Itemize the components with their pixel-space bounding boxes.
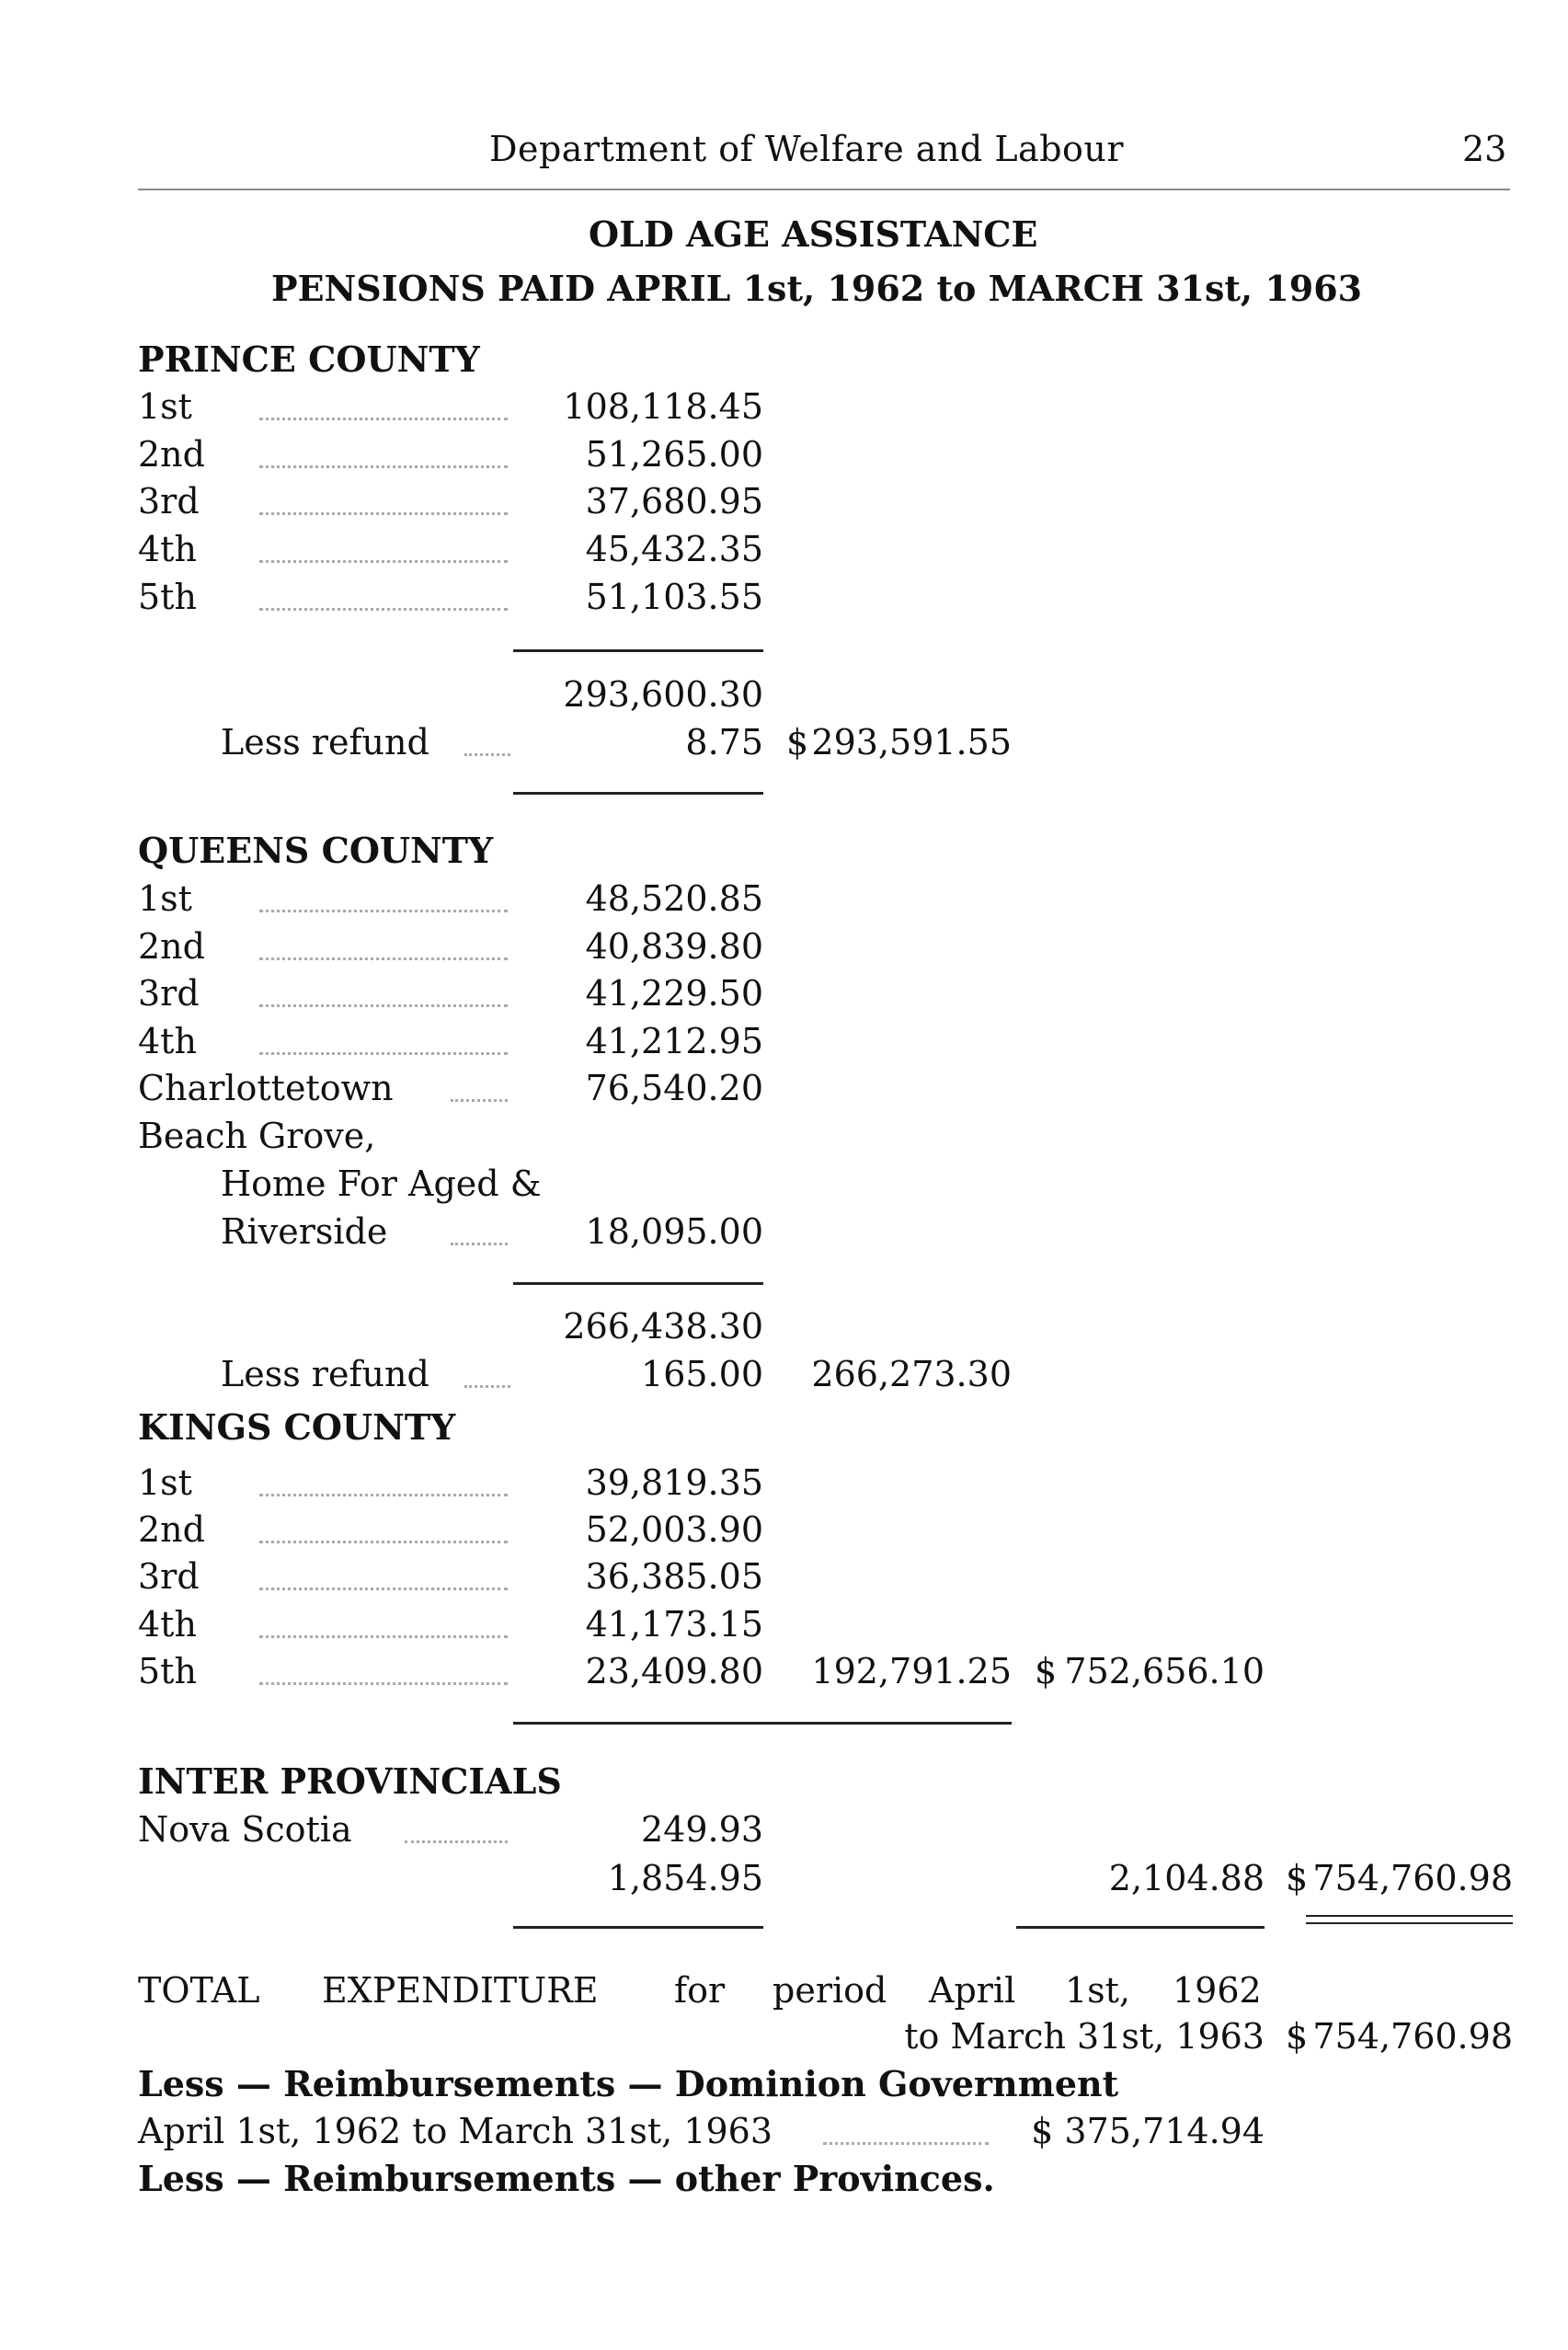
section-rule xyxy=(513,792,763,795)
reimbursement-provinces-heading: Less — Reimbursements — other Provinces. xyxy=(138,2158,995,2199)
row-amount: 76,540.20 xyxy=(585,1068,763,1108)
row-label: 5th xyxy=(138,1651,197,1691)
row-amount: 51,103.55 xyxy=(585,577,763,617)
leader-dots xyxy=(259,957,508,960)
reimbursement-dominion-heading: Less — Reimbursements — Dominion Government xyxy=(138,2063,1119,2104)
row-label: 2nd xyxy=(138,926,205,967)
leader-dots xyxy=(259,1052,508,1055)
row-amount: 41,212.95 xyxy=(585,1021,763,1061)
leader-dots xyxy=(259,465,508,468)
summary-period-end: to March 31st, 1963 xyxy=(904,2016,1265,2057)
summary-word: period xyxy=(773,1970,887,2011)
inter-net: 2,104.88 xyxy=(1108,1858,1265,1898)
summary-word: TOTAL xyxy=(138,1970,260,2011)
row-amount: 40,839.80 xyxy=(585,926,763,967)
inter-heading: INTER PROVINCIALS xyxy=(138,1760,562,1802)
leader-dots xyxy=(259,608,508,611)
row-label: 3rd xyxy=(138,973,200,1014)
row-label: 4th xyxy=(138,529,197,569)
page-number: 23 xyxy=(1462,129,1507,169)
row-label: 1st xyxy=(138,386,192,427)
row-label: 3rd xyxy=(138,1556,200,1597)
leader-dots xyxy=(259,1588,508,1590)
row-amount: 23,409.80 xyxy=(585,1651,763,1691)
reimbursement-amount: $ 375,714.94 xyxy=(1031,2111,1265,2151)
row-amount: 36,385.05 xyxy=(585,1556,763,1597)
dollar-sign: $ xyxy=(1286,2016,1309,2057)
row-label: 4th xyxy=(138,1604,197,1645)
dollar-sign: $ xyxy=(1286,1858,1309,1898)
row-amount: 51,265.00 xyxy=(585,434,763,475)
subtotal-rule xyxy=(513,649,763,652)
leader-dots xyxy=(259,1004,508,1007)
leader-dots xyxy=(259,1682,508,1685)
prince-heading: PRINCE COUNTY xyxy=(138,338,480,380)
row-amount: 41,229.50 xyxy=(585,973,763,1014)
counties-total: 752,656.10 xyxy=(1064,1651,1265,1691)
row-label: 4th xyxy=(138,1021,197,1061)
summary-word: April xyxy=(929,1970,1016,2011)
reimbursement-period: April 1st, 1962 to March 31st, 1963 xyxy=(138,2111,773,2151)
dollar-sign: $ xyxy=(786,722,809,762)
row-label: 3rd xyxy=(138,481,200,522)
queens-net: 266,273.30 xyxy=(811,1354,1012,1394)
leader-dots xyxy=(259,1635,508,1638)
summary-total: 754,760.98 xyxy=(1312,2016,1513,2057)
nova-scotia-amount-1: 249.93 xyxy=(641,1809,763,1850)
running-title: Department of Welfare and Labour xyxy=(489,129,1125,169)
title-line-1: OLD AGE ASSISTANCE xyxy=(589,213,1038,255)
double-rule-top xyxy=(1306,1915,1513,1917)
row-label: Charlottetown xyxy=(138,1068,394,1108)
prince-refund-label: Less refund xyxy=(221,722,429,762)
row-label: 2nd xyxy=(138,434,205,475)
beach-grove-line-1: Beach Grove, xyxy=(138,1116,376,1156)
queens-refund: 165.00 xyxy=(641,1354,763,1394)
summary-word: 1962 xyxy=(1173,1970,1262,2011)
prince-refund: 8.75 xyxy=(685,722,763,762)
beach-grove-amount: 18,095.00 xyxy=(585,1211,763,1252)
total-rule xyxy=(1016,1926,1265,1929)
leader-dots xyxy=(259,1494,508,1496)
leader-dots xyxy=(259,910,508,912)
row-label: 1st xyxy=(138,878,192,919)
title-line-2: PENSIONS PAID APRIL 1st, 1962 to MARCH 31st, 1963 xyxy=(271,268,1363,309)
summary-word: 1st, xyxy=(1065,1970,1131,2011)
queens-subtotal: 266,438.30 xyxy=(563,1306,763,1347)
leader-dots xyxy=(259,418,508,420)
double-rule-bottom xyxy=(1306,1922,1513,1924)
leader-dots xyxy=(259,512,508,515)
row-amount: 39,819.35 xyxy=(585,1462,763,1503)
total-rule xyxy=(513,1926,763,1929)
dollar-sign: $ xyxy=(1035,1651,1058,1691)
nova-scotia-label: Nova Scotia xyxy=(138,1809,352,1850)
section-rule xyxy=(513,1722,1012,1725)
row-amount: 108,118.45 xyxy=(563,386,763,427)
beach-grove-line-3: Riverside xyxy=(221,1211,388,1252)
beach-grove-line-2: Home For Aged & xyxy=(221,1164,542,1204)
leader-dots xyxy=(823,2142,989,2145)
subtotal-rule xyxy=(513,1282,763,1285)
summary-word: for xyxy=(674,1970,726,2011)
nova-scotia-amount-2: 1,854.95 xyxy=(607,1858,763,1898)
prince-net: 293,591.55 xyxy=(811,722,1012,762)
row-amount: 45,432.35 xyxy=(585,529,763,569)
row-label: 1st xyxy=(138,1462,192,1503)
queens-refund-label: Less refund xyxy=(221,1354,429,1394)
row-amount: 37,680.95 xyxy=(585,481,763,522)
kings-heading: KINGS COUNTY xyxy=(138,1406,456,1448)
leader-dots xyxy=(259,1541,508,1543)
header-rule xyxy=(138,189,1510,190)
leader-dots xyxy=(259,560,508,563)
row-amount: 41,173.15 xyxy=(585,1604,763,1645)
kings-net: 192,791.25 xyxy=(811,1651,1012,1691)
summary-word: EXPENDITURE xyxy=(322,1970,599,2011)
row-label: 5th xyxy=(138,577,197,617)
row-amount: 52,003.90 xyxy=(585,1509,763,1550)
prince-subtotal: 293,600.30 xyxy=(563,674,763,715)
queens-heading: QUEENS COUNTY xyxy=(138,830,494,871)
row-amount: 48,520.85 xyxy=(585,878,763,919)
row-label: 2nd xyxy=(138,1509,205,1550)
grand-total: 754,760.98 xyxy=(1312,1858,1513,1898)
